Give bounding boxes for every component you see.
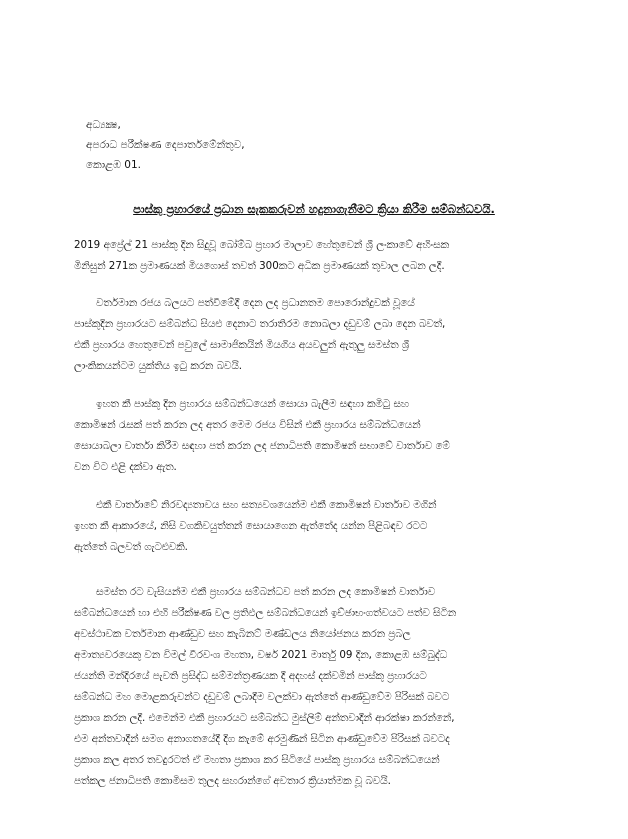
paragraph-line: පාස්කුදින ප්‍රහාරයට සම්බන්ධ සියළු දෙනාට තරාතිරම නොබලා දඩුවම් ලබා දෙන බවත්, bbox=[74, 318, 446, 330]
paragraph-line: සම්බන්ධ මහ මොළකරුවන්ට දඩුවම් ලබාදීම වලක්වා ඇත්තේ ආණ්ඩුවේම පිරිසක් බවට bbox=[74, 691, 450, 703]
paragraph-line: ඇත්තේ බලවත් ගැටළුවකි. bbox=[74, 541, 188, 553]
paragraph-line: පත්කල ජනාධිපති කොමිසම තුලද සහරාන්ගේ අවතාර ක්‍රියාත්මක වූ බවයි. bbox=[74, 775, 391, 787]
paragraph-line: එම අන්තවාදීන් සමග අනාගතයේදී දිග කැමේ අරමුණින් සිටින ආණ්ඩුවේම පිරිසක් බවටද bbox=[74, 733, 450, 745]
paragraph-line: අමාත්‍යවරයෙකු වන විමල් වීරවංශ මහතා, වර්ෂ 2021 මාර්තු 09 දින, කොළඹ සම්බුද්ධ bbox=[74, 649, 448, 661]
paragraph-line: සොයාබලා වාර්තා කිරීම සඳහා පත් කරන ලද ජනාධිපති කොමිෂන් සභාවේ වාර්තාව මේ bbox=[74, 440, 450, 452]
paragraph-line: 2019 අප්‍රේල් 21 පාස්කු දින සිදුවූ බෝම්බ ප්‍රහාර මාලාව හේතුවෙන් ශ්‍රී ලංකාවේ අහිංසක bbox=[74, 239, 449, 251]
letter-subject-heading: පාස්කු ප්‍රහාරයේ ප්‍රධාන සැකකරුවන් හදුනාගැනීමට ක්‍රියා කිරීම සම්බන්ධවයි. bbox=[133, 202, 495, 216]
paragraph-line: සමස්ත රට වැසියන්ම එකී ප්‍රහාරය සම්බන්ධව පත් කරන ලද කොමිෂන් වාර්තාව bbox=[96, 586, 436, 598]
paragraph-line: සම්බන්ධයෙන් හා එහි පරීක්ෂණ වල ප්‍රතිඵල සම්බන්ධයෙන් ඉච්ඡාභංගත්වයට පත්ව සිටින bbox=[74, 607, 457, 619]
paragraph-5 bbox=[74, 582, 553, 792]
address-line-department: අපරාධ පරීක්ෂණ දෙපාර්තමේන්තුව, bbox=[86, 139, 245, 151]
paragraph-line: කොමිෂන් රැසක් පත් කරන ලද අතර මෙම රජය විසින් එකී ප්‍රහාරය සම්බන්ධයෙන් bbox=[74, 419, 421, 431]
paragraph-line: එකී වාර්තාවේ නිරවද්‍යතාවය සහ සත්‍යවශයෙන්ම එකී කොමිෂන් වාර්තාව මගින් bbox=[96, 499, 437, 511]
paragraph-line: වර්තමාන රජය බලයට පත්වීමේදී දෙන ලද ප්‍රධානතම පොරොන්දුවක් වූයේ bbox=[96, 297, 415, 309]
paragraph-2 bbox=[74, 293, 553, 377]
paragraph-line: අවස්ථාවක වර්තමාන ආණ්ඩුව සහ කැබිනට් මණ්ඩලය නියෝජනය කරන ප්‍රබල bbox=[74, 628, 411, 640]
paragraph-line: ප්‍රකාශ කල අතර තවදුරටත් ඒ මහතා ප්‍රකාශ කර සිටියේ පාස්කු ප්‍රහාරය සම්බන්ධයෙන් bbox=[74, 754, 440, 766]
paragraph-line: මිනිසුන් 271ක ප්‍රමාණයක් මියගොස් තවත් 300කට අධික ප්‍රමාණයක් තුවාල ලබන ලදී. bbox=[74, 260, 445, 272]
paragraph-line: ලාංකිකයන්ටම යුක්තිය ඉටු කරන බවයි. bbox=[74, 360, 243, 372]
address-line-city: කොළඹ 01. bbox=[86, 159, 141, 171]
paragraph-line: ඉහත කී ආකාරයේ, නිසි වගකිවයුත්තන් සොයාගෙන ඇත්තේද යන්න පිළිබඳව රටට bbox=[74, 520, 428, 532]
paragraph-line: ජයන්ති මන්දිරයේ පැවති ප්‍රසිද්ධ සම්මන්ත්‍රණයක දී අදහස් දක්වමින් පාස්කු ප්‍රහාරයට bbox=[74, 670, 427, 682]
paragraph-line: ප්‍රකාශ කරන ලදී. එමෙන්ම එකී ප්‍රහාරයට සම්බන්ධ මුස්ලිම් අන්තවාදීන් ආරක්ෂා කරන්නේ, bbox=[74, 712, 455, 724]
paragraph-3 bbox=[74, 394, 553, 478]
paragraph-line: වන විට එළි දක්වා ඇත. bbox=[74, 461, 177, 473]
paragraph-1 bbox=[74, 235, 553, 277]
paragraph-line: එකී ප්‍රහාරය හෙතුවෙන් පවුලේ සාමාජිකයින් මියගිය අයවලුන් ඇතුලු සමස්ත ශ්‍රී bbox=[74, 339, 410, 351]
address-line-title: අධ්‍යක්‍ෂ, bbox=[86, 119, 121, 131]
paragraph-line: ඉහත කී පාස්කු දින ප්‍රහාරය සම්බන්ධයෙන් සොයා බැලීම සඳහා කමිටු සහ bbox=[96, 398, 409, 410]
paragraph-4 bbox=[74, 495, 553, 558]
